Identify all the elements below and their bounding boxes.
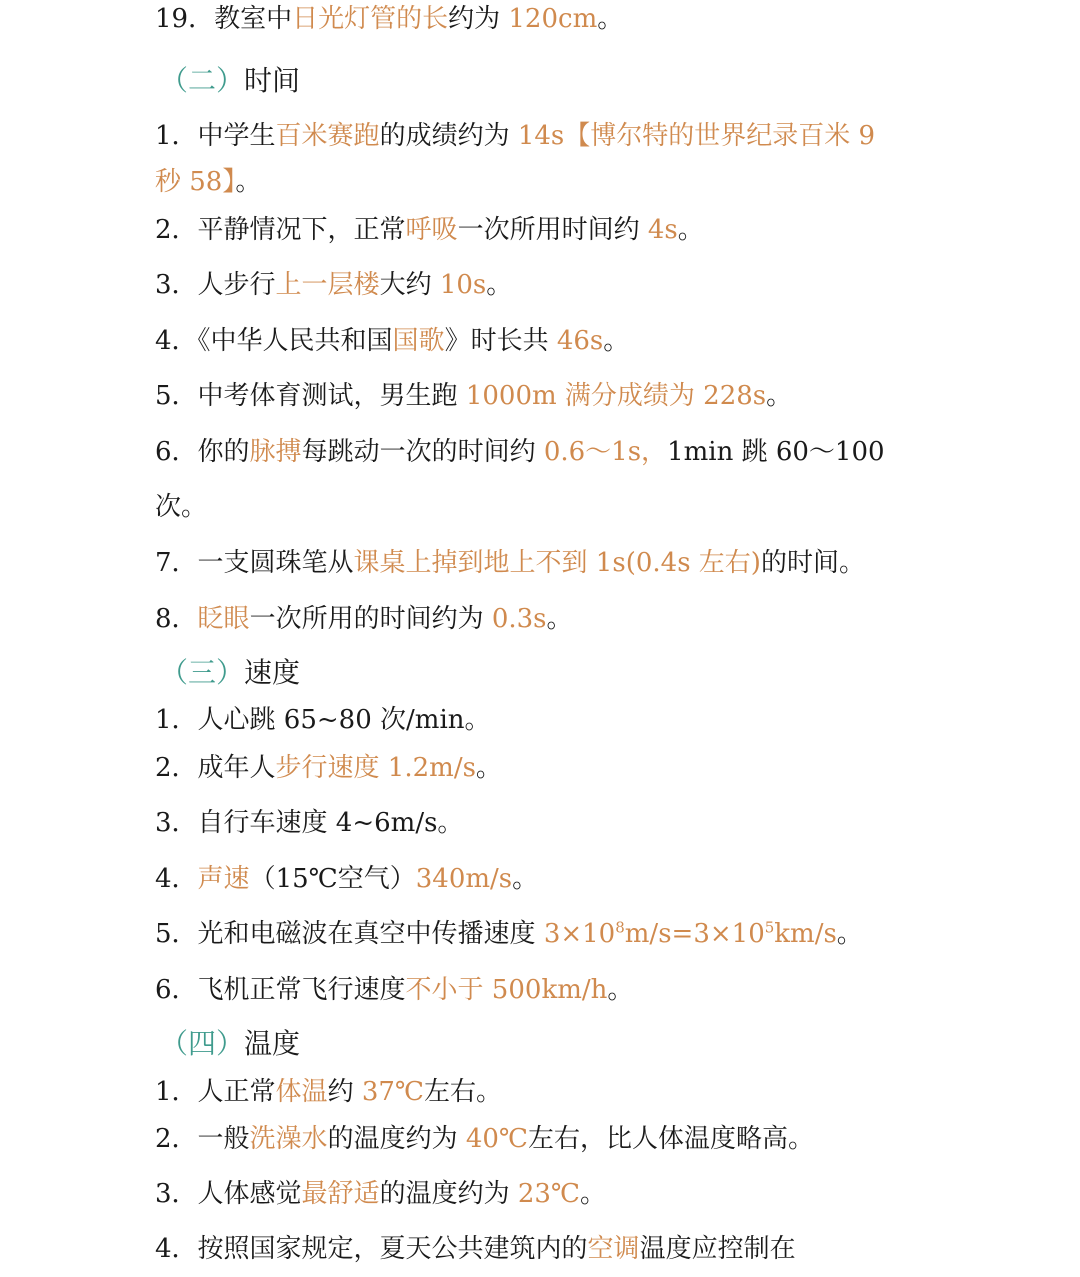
body-text: 6．你的 bbox=[155, 437, 250, 467]
body-text: 约为 bbox=[448, 4, 509, 34]
highlighted-text: 眨眼 bbox=[197, 604, 250, 634]
highlighted-text: 0.3s bbox=[491, 604, 547, 634]
body-text: 。 bbox=[836, 919, 863, 949]
body-text: 。 bbox=[486, 270, 513, 300]
highlighted-text: 3×10 bbox=[543, 919, 616, 949]
highlighted-text: 4s bbox=[647, 215, 678, 245]
body-text: 1．人正常 bbox=[155, 1077, 276, 1107]
body-text: 4．《中华人民共和国 bbox=[155, 326, 393, 356]
body-text: 的温度约为 bbox=[379, 1179, 518, 1209]
highlighted-text: 声速 bbox=[197, 864, 250, 894]
list-item bbox=[155, 435, 945, 469]
section-heading bbox=[160, 64, 950, 98]
highlighted-text: 脉搏 bbox=[249, 437, 302, 467]
list-item bbox=[155, 1122, 945, 1156]
body-text: 。 bbox=[603, 326, 630, 356]
body-text: 。 bbox=[677, 215, 704, 245]
highlighted-text: 秒 58】 bbox=[155, 167, 236, 197]
highlighted-text: 37℃ bbox=[361, 1077, 424, 1107]
highlighted-text: 120cm bbox=[508, 4, 598, 34]
list-item bbox=[155, 1232, 945, 1266]
list-item bbox=[155, 213, 945, 247]
body-text: 4．按照国家规定，夏天公共建筑内的 bbox=[155, 1234, 588, 1264]
highlighted-text: 百米赛跑 bbox=[275, 121, 380, 151]
body-text: 。 bbox=[512, 864, 539, 894]
highlighted-text: 1000m 满分成绩为 228s bbox=[465, 381, 767, 411]
highlighted-text: 40℃ bbox=[465, 1124, 528, 1154]
list-item bbox=[155, 973, 945, 1007]
section-heading bbox=[160, 656, 950, 690]
highlighted-text: 国歌 bbox=[392, 326, 445, 356]
highlighted-text: 步行速度 1.2m/s bbox=[275, 753, 476, 783]
list-item bbox=[155, 2, 945, 36]
highlighted-text: 呼吸 bbox=[405, 215, 458, 245]
highlighted-text: 8 bbox=[615, 918, 625, 937]
body-text: 》时长共 bbox=[444, 326, 557, 356]
list-item bbox=[155, 546, 945, 580]
highlighted-text: 0.6～1s， bbox=[543, 437, 668, 467]
list-item bbox=[155, 1177, 945, 1211]
highlighted-text: 日光灯管的长 bbox=[292, 4, 449, 34]
body-text: 一次所用时间约 bbox=[457, 215, 648, 245]
highlighted-text: m/s=3×10 bbox=[624, 919, 765, 949]
body-text: 。 bbox=[580, 1179, 607, 1209]
list-item bbox=[155, 751, 945, 785]
highlighted-text: 46s bbox=[556, 326, 604, 356]
highlighted-text: 空调 bbox=[587, 1234, 640, 1264]
list-item bbox=[155, 119, 945, 153]
section-number: （四） bbox=[160, 1027, 245, 1060]
body-text: 时间 bbox=[244, 64, 301, 97]
section-heading bbox=[160, 1027, 950, 1061]
body-text: 3．人体感觉 bbox=[155, 1179, 302, 1209]
body-text: 每跳动一次的时间约 bbox=[301, 437, 544, 467]
highlighted-text: 23℃ bbox=[517, 1179, 580, 1209]
highlighted-text: km/s bbox=[774, 919, 837, 949]
highlighted-text: 不小于 500km/h bbox=[405, 975, 608, 1005]
highlighted-text: 课桌上掉到地上不到 1s(0.4s 左右) bbox=[353, 548, 761, 578]
list-item bbox=[155, 324, 945, 358]
body-text: 大约 bbox=[379, 270, 440, 300]
highlighted-text: 洗澡水 bbox=[249, 1124, 328, 1154]
highlighted-text: 340m/s bbox=[415, 864, 513, 894]
body-text: 一次所用的时间约为 bbox=[249, 604, 492, 634]
body-text: 3．人步行 bbox=[155, 270, 276, 300]
body-text: 速度 bbox=[244, 656, 301, 689]
highlighted-text: 5 bbox=[764, 918, 775, 937]
list-item bbox=[155, 602, 945, 636]
body-text: 1．人心跳 65~80 次/min。 bbox=[155, 705, 491, 735]
list-item bbox=[155, 917, 945, 951]
body-text: 2．一般 bbox=[155, 1124, 250, 1154]
body-text: 的成绩约为 bbox=[379, 121, 518, 151]
body-text: 的时间。 bbox=[760, 548, 865, 578]
highlighted-text: 最舒适 bbox=[301, 1179, 380, 1209]
body-text: 3．自行车速度 4~6m/s。 bbox=[155, 808, 464, 838]
body-text: 。 bbox=[475, 753, 502, 783]
list-item bbox=[155, 165, 945, 199]
highlighted-text: 14s【博尔特的世界纪录百米 9 bbox=[517, 121, 876, 151]
list-item bbox=[155, 862, 945, 896]
body-text: （15℃空气） bbox=[249, 864, 416, 894]
highlighted-text: 体温 bbox=[275, 1077, 328, 1107]
body-text: 。 bbox=[235, 167, 262, 197]
list-item bbox=[155, 1075, 945, 1109]
list-item bbox=[155, 490, 945, 524]
section-number: （三） bbox=[160, 656, 245, 689]
body-text: 左右。 bbox=[424, 1077, 503, 1107]
body-text: 6．飞机正常飞行速度 bbox=[155, 975, 406, 1005]
body-text: 5．光和电磁波在真空中传播速度 bbox=[155, 919, 544, 949]
body-text: 的温度约为 bbox=[327, 1124, 466, 1154]
list-item bbox=[155, 703, 945, 737]
body-text: 7．一支圆珠笔从 bbox=[155, 548, 354, 578]
body-text: 。 bbox=[607, 975, 634, 1005]
body-text: 2．成年人 bbox=[155, 753, 276, 783]
list-item bbox=[155, 379, 945, 413]
body-text: 8． bbox=[155, 604, 198, 634]
body-text: 2．平静情况下，正常 bbox=[155, 215, 406, 245]
body-text: 次。 bbox=[155, 492, 208, 522]
body-text: 。 bbox=[546, 604, 573, 634]
list-item bbox=[155, 268, 945, 302]
list-item bbox=[155, 806, 945, 840]
body-text: 1min 跳 60～100 bbox=[667, 437, 885, 467]
body-text: 温度 bbox=[244, 1027, 301, 1060]
body-text: 19．教室中 bbox=[155, 4, 293, 34]
body-text: 。 bbox=[597, 4, 624, 34]
body-text: 温度应控制在 bbox=[639, 1234, 796, 1264]
body-text: 。 bbox=[766, 381, 793, 411]
highlighted-text: 上一层楼 bbox=[275, 270, 380, 300]
body-text: 1．中学生 bbox=[155, 121, 276, 151]
highlighted-text: 10s bbox=[439, 270, 487, 300]
body-text: 5．中考体育测试，男生跑 bbox=[155, 381, 466, 411]
body-text: 约 bbox=[327, 1077, 362, 1107]
section-number: （二） bbox=[160, 64, 245, 97]
body-text: 左右，比人体温度略高。 bbox=[528, 1124, 815, 1154]
body-text: 4． bbox=[155, 864, 198, 894]
